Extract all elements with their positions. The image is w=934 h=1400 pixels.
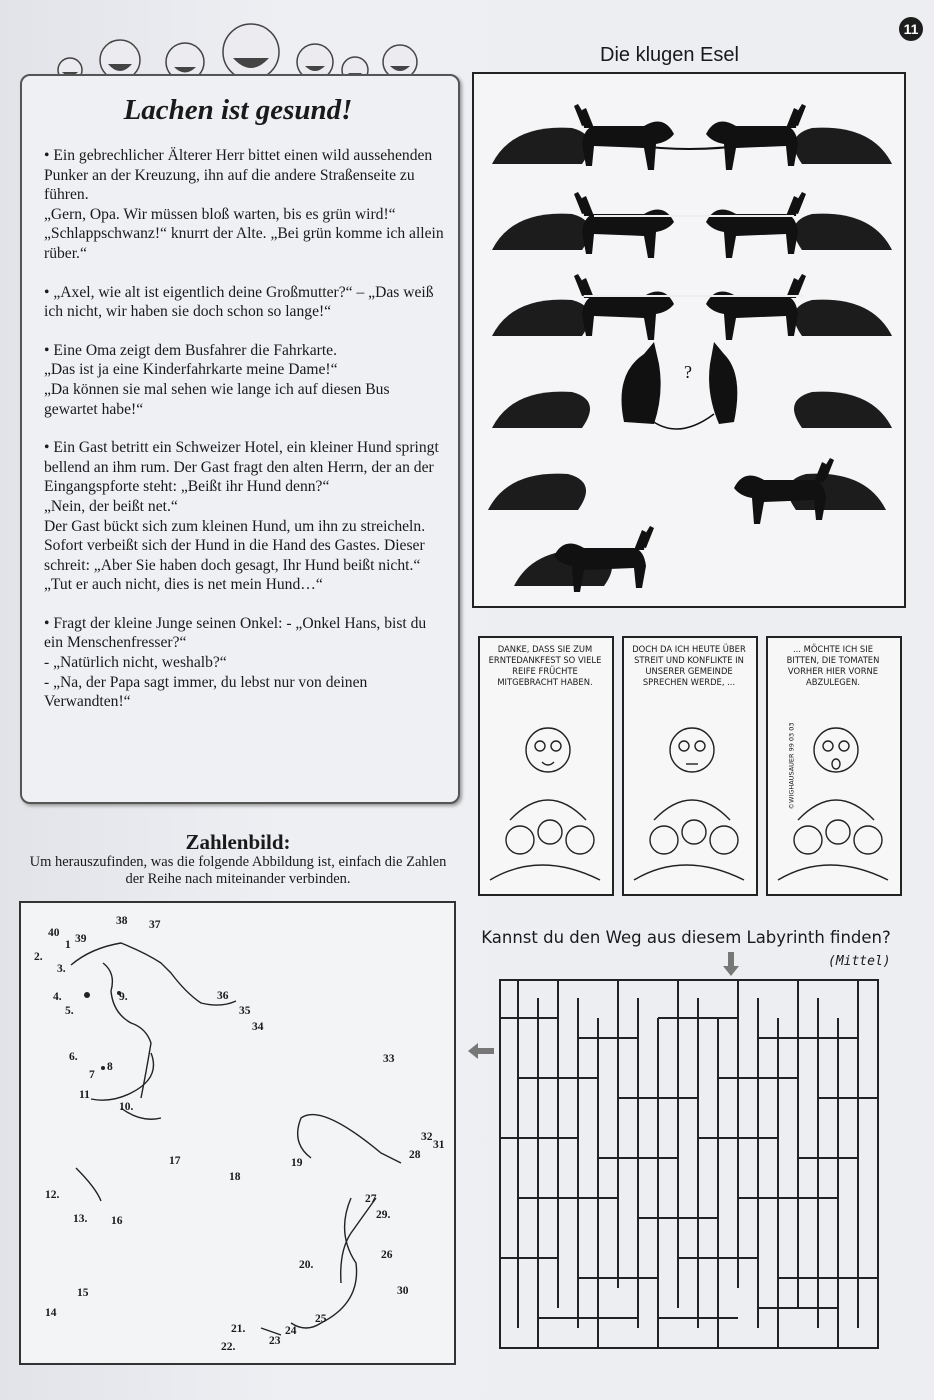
dot-number: 4. <box>53 991 62 1003</box>
row-5 <box>488 458 886 524</box>
dot-number: 1 <box>65 939 71 951</box>
jokes-text <box>44 146 444 731</box>
labyrinth-maze <box>498 978 880 1350</box>
dot-number: 29. <box>376 1209 391 1221</box>
joke-line: - „Na, der Papa sagt immer, du lebst nur von deinen Verwandten!“ <box>44 673 368 711</box>
joke-line: • Ein Gast betritt ein Schweizer Hotel, ein kleiner Hund springt bellend an ihm rum. Der Gast fragt den alten Herrn, der an der Eingangspforte steht: „Beißt ihr Hund denn?“ <box>44 439 439 496</box>
arrow-down-icon <box>723 952 739 976</box>
comic-speech-2: DOCH DA ICH HEUTE ÜBER STREIT UND KONFLIKTE IN UNSERER GEMEINDE SPRECHEN WERDE, ... <box>632 644 746 687</box>
zahlenbild-title: Zahlenbild: <box>185 830 291 854</box>
dot-number: 37 <box>149 919 161 931</box>
dot-number: 23 <box>269 1335 281 1347</box>
dot-number: 2. <box>34 951 43 963</box>
labyrinth-difficulty: (Mittel) <box>828 954 891 969</box>
esel-question-mark: ? <box>684 362 692 382</box>
joke-line: „Schlappschwanz!“ knurrt der Alte. „Bei grün komme ich allein rüber.“ <box>44 225 444 262</box>
joke-line: • Eine Oma zeigt dem Busfahrer die Fahrkarte. <box>44 341 337 359</box>
joke-3 <box>44 341 444 419</box>
joke-1 <box>44 146 444 264</box>
row-6 <box>514 526 654 592</box>
dot-number: 30 <box>397 1285 409 1297</box>
dot-number: 35 <box>239 1005 251 1017</box>
jokes-title: Lachen ist gesund! <box>123 94 353 126</box>
dot-number: 31 <box>433 1139 445 1151</box>
smiley-faces-decoration <box>50 22 430 82</box>
joke-line: „Das ist ja eine Kinderfahrkarte meine Dame!“ <box>44 361 338 379</box>
dot-number: 13. <box>73 1213 88 1225</box>
dot-number: 10. <box>119 1101 134 1113</box>
donkey-cartoon <box>472 72 906 608</box>
comic-speech-1: DANKE, DASS SIE ZUM ERNTEDANKFEST SO VIELE REIFE FRÜCHTE MITGEBRACHT HABEN. <box>488 644 602 687</box>
dot-number: 11 <box>79 1089 90 1101</box>
joke-line: • „Axel, wie alt ist eigentlich deine Großmutter?“ – „Das weiß ich nicht, wir haben sie doch schon so lange!“ <box>44 283 434 321</box>
zahlenbild-subtitle: Um herauszufinden, was die folgende Abbildung ist, einfach die Zahlen der Reihe nach miteinander verbinden. <box>29 854 447 887</box>
comic-drawings <box>480 710 900 890</box>
dot-number: 34 <box>252 1021 264 1033</box>
esel-title: Die klugen Esel <box>600 44 739 66</box>
dot-number: 36 <box>217 990 229 1002</box>
dot-number: 25 <box>315 1313 327 1325</box>
joke-line: Der Gast bückt sich zum kleinen Hund, um ihn zu streicheln. Sofort verbeißt sich der Hund in die Hand des Gastes. Dieser schreit: „Aber Sie haben doch gesagt, Ihr Hund beißt nicht.“ <box>44 517 426 574</box>
dot-number: 15 <box>77 1287 89 1299</box>
dot-number: 33 <box>383 1053 395 1065</box>
donkey-illustration <box>474 74 904 606</box>
dot-number: 12. <box>45 1189 60 1201</box>
dot-number: 26 <box>381 1249 393 1261</box>
dot-number: 27 <box>365 1193 377 1205</box>
dot-number: 19 <box>291 1157 303 1169</box>
dot-number: 39 <box>75 933 87 945</box>
dot-number: 28 <box>409 1149 421 1161</box>
joke-line: - „Natürlich nicht, weshalb?“ <box>44 654 227 672</box>
comic-signature: ©WIGHAUSAUER 99 03 03 <box>787 722 796 810</box>
joke-line: „Da können sie mal sehen wie lange ich auf diesen Bus gewartet habe!“ <box>44 380 390 418</box>
dot-number: 8 <box>107 1061 113 1073</box>
joke-5 <box>44 614 444 712</box>
dot-number: 24 <box>285 1325 297 1337</box>
row-4 <box>492 342 892 429</box>
dot-number: 17 <box>169 1155 181 1167</box>
dot-number: 32 <box>421 1131 433 1143</box>
comic-speech-3: ... MÖCHTE ICH SIE BITTEN, DIE TOMATEN VORHER HIER VORNE ABZULEGEN. <box>786 644 880 687</box>
joke-line: • Fragt der kleine Junge seinen Onkel: - „Onkel Hans, bist du ein Menschenfresser?“ <box>44 614 427 652</box>
joke-line: • Ein gebrechlicher Älterer Herr bittet einen wild aussehenden Punker an der Kreuzung, ihn auf die andere Straßenseite zu führen. <box>44 147 433 204</box>
row-3 <box>492 274 892 340</box>
row-1 <box>492 104 892 170</box>
joke-4 <box>44 438 444 595</box>
dot-number: 18 <box>229 1171 241 1183</box>
dot-number: 22. <box>221 1341 236 1353</box>
dot-number: 20. <box>299 1259 314 1271</box>
dot-number: 14 <box>45 1307 57 1319</box>
joke-line: „Gern, Opa. Wir müssen bloß warten, bis es grün wird!“ <box>44 205 396 223</box>
joke-line: „Tut er auch nicht, dies is net mein Hund…“ <box>44 576 323 594</box>
dot-number: 40 <box>48 927 60 939</box>
dot-number: 7 <box>89 1069 95 1081</box>
arrow-left-icon <box>468 1043 494 1059</box>
row-2 <box>492 192 892 258</box>
dot-number: 21. <box>231 1323 246 1335</box>
dot-number: 9. <box>119 991 128 1003</box>
page-number-badge: 11 <box>899 17 923 41</box>
dot-number: 16 <box>111 1215 123 1227</box>
dot-number: 5. <box>65 1005 74 1017</box>
joke-line: „Nein, der beißt net.“ <box>44 497 178 515</box>
dot-number: 3. <box>57 963 66 975</box>
dot-to-dot-puzzle <box>19 901 456 1365</box>
labyrinth-title: Kannst du den Weg aus diesem Labyrinth finden? <box>481 928 891 947</box>
dot-number: 38 <box>116 915 128 927</box>
joke-2 <box>44 283 444 322</box>
dot-number: 6. <box>69 1051 78 1063</box>
